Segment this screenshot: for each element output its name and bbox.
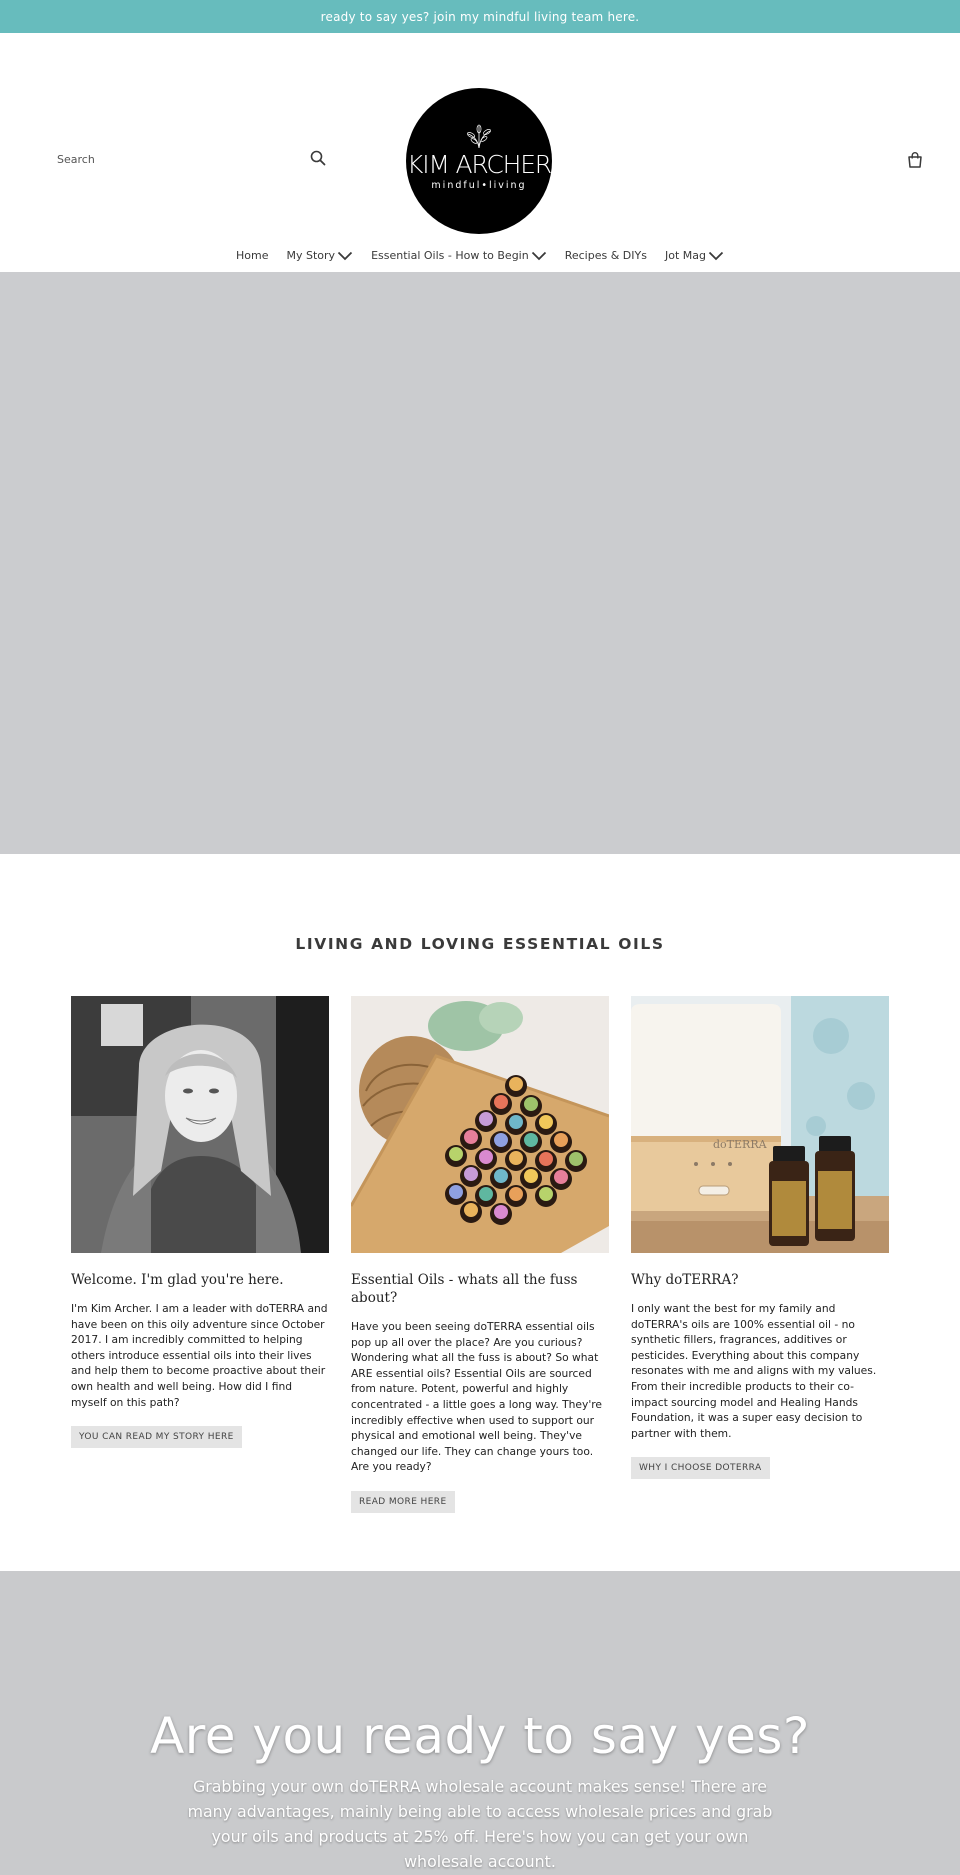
nav-label[interactable]: Home: [236, 249, 269, 262]
chevron-down-icon[interactable]: [531, 251, 547, 261]
chevron-down-icon[interactable]: [337, 251, 353, 261]
nav-item-recipes[interactable]: [565, 249, 647, 262]
leaf-icon: [462, 124, 496, 150]
logo-name: KIM ARCHER: [407, 149, 551, 179]
essential-oils-photo[interactable]: [351, 996, 609, 1253]
nav-item-my-story[interactable]: [287, 249, 354, 262]
announcement-text[interactable]: ready to say yes? join my mindful living team here.: [320, 9, 640, 24]
feature-column: [351, 996, 609, 1513]
column-body: I only want the best for my family and doTERRA's oils are 100% essential oil - no synthetic fillers, fragrances, additives or pesticides. Everything about this company resonates with me and aligns with my values. From their incredible products to their co-impact sourcing model and Healing Hands Foundation, it was a super easy decision to partner with them.: [631, 1302, 877, 1440]
column-body: I'm Kim Archer. I am a leader with doTERRA and have been on this oily adventure since October 2017. I am incredibly committed to helping others introduce essential oils into their lives and help them to become proactive about their own health and well being. How did I find myself on this path?: [71, 1302, 328, 1409]
read-more-button[interactable]: READ MORE HERE: [351, 1491, 455, 1513]
hero-slideshow: [0, 272, 960, 854]
site-header: [0, 33, 960, 273]
nav-label[interactable]: Essential Oils - How to Begin: [371, 249, 529, 262]
feature-column: [71, 996, 329, 1513]
why-doterra-button[interactable]: WHY I CHOOSE DOTERRA: [631, 1457, 770, 1479]
banner-body: Grabbing your own doTERRA wholesale account makes sense! There are many advantages, mainly being able to access wholesale prices and grab your oils and products at 25% off. Here's how you can get your own wholesale account.: [187, 1777, 773, 1871]
diffuser-photo[interactable]: [631, 996, 889, 1253]
cta-banner: [0, 1571, 960, 1875]
cart-icon[interactable]: [906, 151, 924, 169]
column-heading: Welcome. I'm glad you're here.: [71, 1272, 284, 1288]
column-heading: Why doTERRA?: [631, 1272, 739, 1288]
column-body: Have you been seeing doTERRA essential oils pop up all over the place? Are you curious? Wondering what all the fuss is about? So what ARE essential oils? Essential Oils are sourced from nature. Potent, powerful and highly concentrated - a little goes a long way. They're incredibly effective when used to support our physical and emotional well being. They've changed our life. They can change yours too. Are you ready?: [351, 1320, 602, 1474]
banner-heading: Are you ready to say yes?: [150, 1707, 810, 1765]
site-logo[interactable]: [406, 88, 552, 234]
search-icon[interactable]: [309, 149, 327, 167]
feature-columns: [71, 996, 889, 1513]
nav-label[interactable]: Jot Mag: [664, 249, 706, 262]
nav-item-essential-oils[interactable]: [371, 249, 547, 262]
search-input[interactable]: [57, 153, 287, 166]
logo-tagline: mindful•living: [431, 179, 527, 191]
portrait-photo[interactable]: [71, 996, 329, 1253]
main-nav: [0, 249, 960, 262]
section-title: LIVING AND LOVING ESSENTIAL OILS: [295, 935, 665, 953]
read-my-story-button[interactable]: YOU CAN READ MY STORY HERE: [71, 1426, 242, 1448]
column-heading: Essential Oils - whats all the fuss about?: [351, 1272, 578, 1306]
nav-label[interactable]: My Story: [286, 249, 336, 262]
svg-text:doTERRA: doTERRA: [713, 1138, 767, 1151]
nav-item-jot-mag[interactable]: [665, 249, 724, 262]
nav-label[interactable]: Recipes & DIYs: [564, 249, 647, 262]
feature-column: [631, 996, 889, 1513]
chevron-down-icon[interactable]: [708, 251, 724, 261]
search-form: [57, 144, 327, 174]
announcement-bar[interactable]: [0, 0, 960, 33]
nav-item-home[interactable]: [236, 249, 268, 262]
